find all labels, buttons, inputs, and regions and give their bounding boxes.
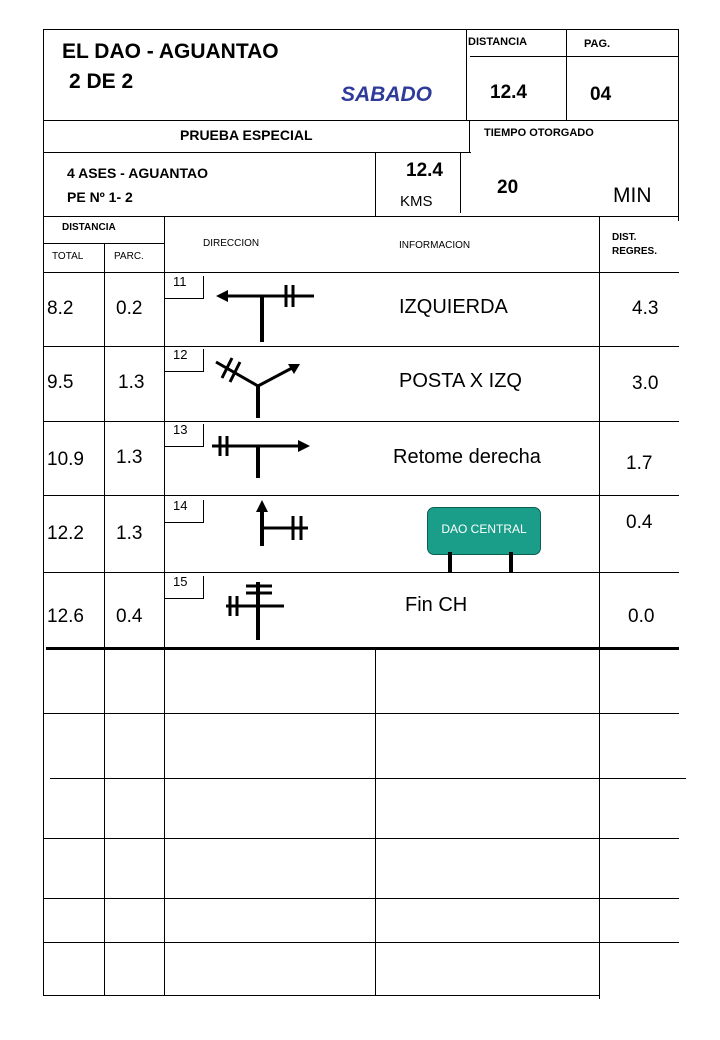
row-countdown: 1.7 <box>626 453 653 474</box>
fork-right-icon <box>208 352 308 420</box>
stage-distance-unit: KMS <box>400 193 433 210</box>
day-label: SABADO <box>341 83 433 106</box>
row-number-box <box>165 424 204 447</box>
row-number-box <box>165 576 204 599</box>
road-sign-text: DAO CENTRAL <box>441 522 527 536</box>
left-turn-icon <box>210 280 320 344</box>
row-number: 14 <box>173 498 188 513</box>
page-title: EL DAO - AGUANTAO <box>62 40 279 63</box>
stage-code: PE Nº 1- 2 <box>67 189 133 205</box>
row-total-distance: 8.2 <box>47 298 74 319</box>
row-number: 13 <box>173 422 188 437</box>
row-countdown: 3.0 <box>632 373 659 394</box>
row-partial-distance: 1.3 <box>118 372 145 393</box>
right-turn-icon <box>208 430 312 480</box>
row-total-distance: 10.9 <box>47 449 84 470</box>
row-partial-distance: 1.3 <box>116 523 143 544</box>
row-countdown: 4.3 <box>632 298 659 319</box>
time-allowed-label: TIEMPO OTORGADO <box>484 127 594 139</box>
stage-distance-value: 12.4 <box>406 160 443 181</box>
part-indicator: 2 DE 2 <box>69 70 134 93</box>
row-info: IZQUIERDA <box>399 296 508 318</box>
row-number-box <box>165 276 204 299</box>
page-number-value: 04 <box>590 84 612 105</box>
row-info: Fin CH <box>405 594 468 616</box>
total-distance-value: 12.4 <box>490 82 527 103</box>
col-total-header: TOTAL <box>52 251 84 262</box>
row-partial-distance: 0.2 <box>116 298 143 319</box>
stage-name: 4 ASES - AGUANTAO <box>67 165 209 181</box>
row-number-box <box>165 500 204 523</box>
row-info: Retome derecha <box>393 446 541 468</box>
row-partial-distance: 0.4 <box>116 606 143 627</box>
row-total-distance: 9.5 <box>47 372 74 393</box>
row-total-distance: 12.6 <box>47 606 84 627</box>
row-number: 15 <box>173 574 188 589</box>
col-countdown-header-1: DIST. <box>612 232 637 243</box>
special-stage-label: PRUEBA ESPECIAL <box>180 127 313 143</box>
road-sign-board <box>427 507 541 555</box>
straight-left-branch-icon <box>250 498 310 548</box>
col-direction-header: DIRECCION <box>203 238 260 249</box>
crossroads-icon <box>220 580 290 642</box>
time-allowed-value: 20 <box>497 177 519 198</box>
row-countdown: 0.4 <box>626 512 653 533</box>
col-info-header: INFORMACION <box>399 240 471 251</box>
row-partial-distance: 1.3 <box>116 447 143 468</box>
page-header-label: PAG. <box>584 38 611 50</box>
row-total-distance: 12.2 <box>47 523 84 544</box>
row-number: 12 <box>173 347 188 362</box>
col-countdown-header-2: REGRES. <box>612 246 658 257</box>
row-number-box <box>165 349 204 372</box>
col-partial-header: PARC. <box>114 251 144 262</box>
row-info: POSTA X IZQ <box>399 370 522 392</box>
col-distance-header: DISTANCIA <box>62 222 116 233</box>
time-allowed-unit: MIN <box>613 184 652 207</box>
row-countdown: 0.0 <box>628 606 655 627</box>
sign-post-left <box>448 552 452 572</box>
distance-header-label: DISTANCIA <box>468 36 528 48</box>
row-number: 11 <box>173 274 187 289</box>
sign-post-right <box>509 552 513 572</box>
